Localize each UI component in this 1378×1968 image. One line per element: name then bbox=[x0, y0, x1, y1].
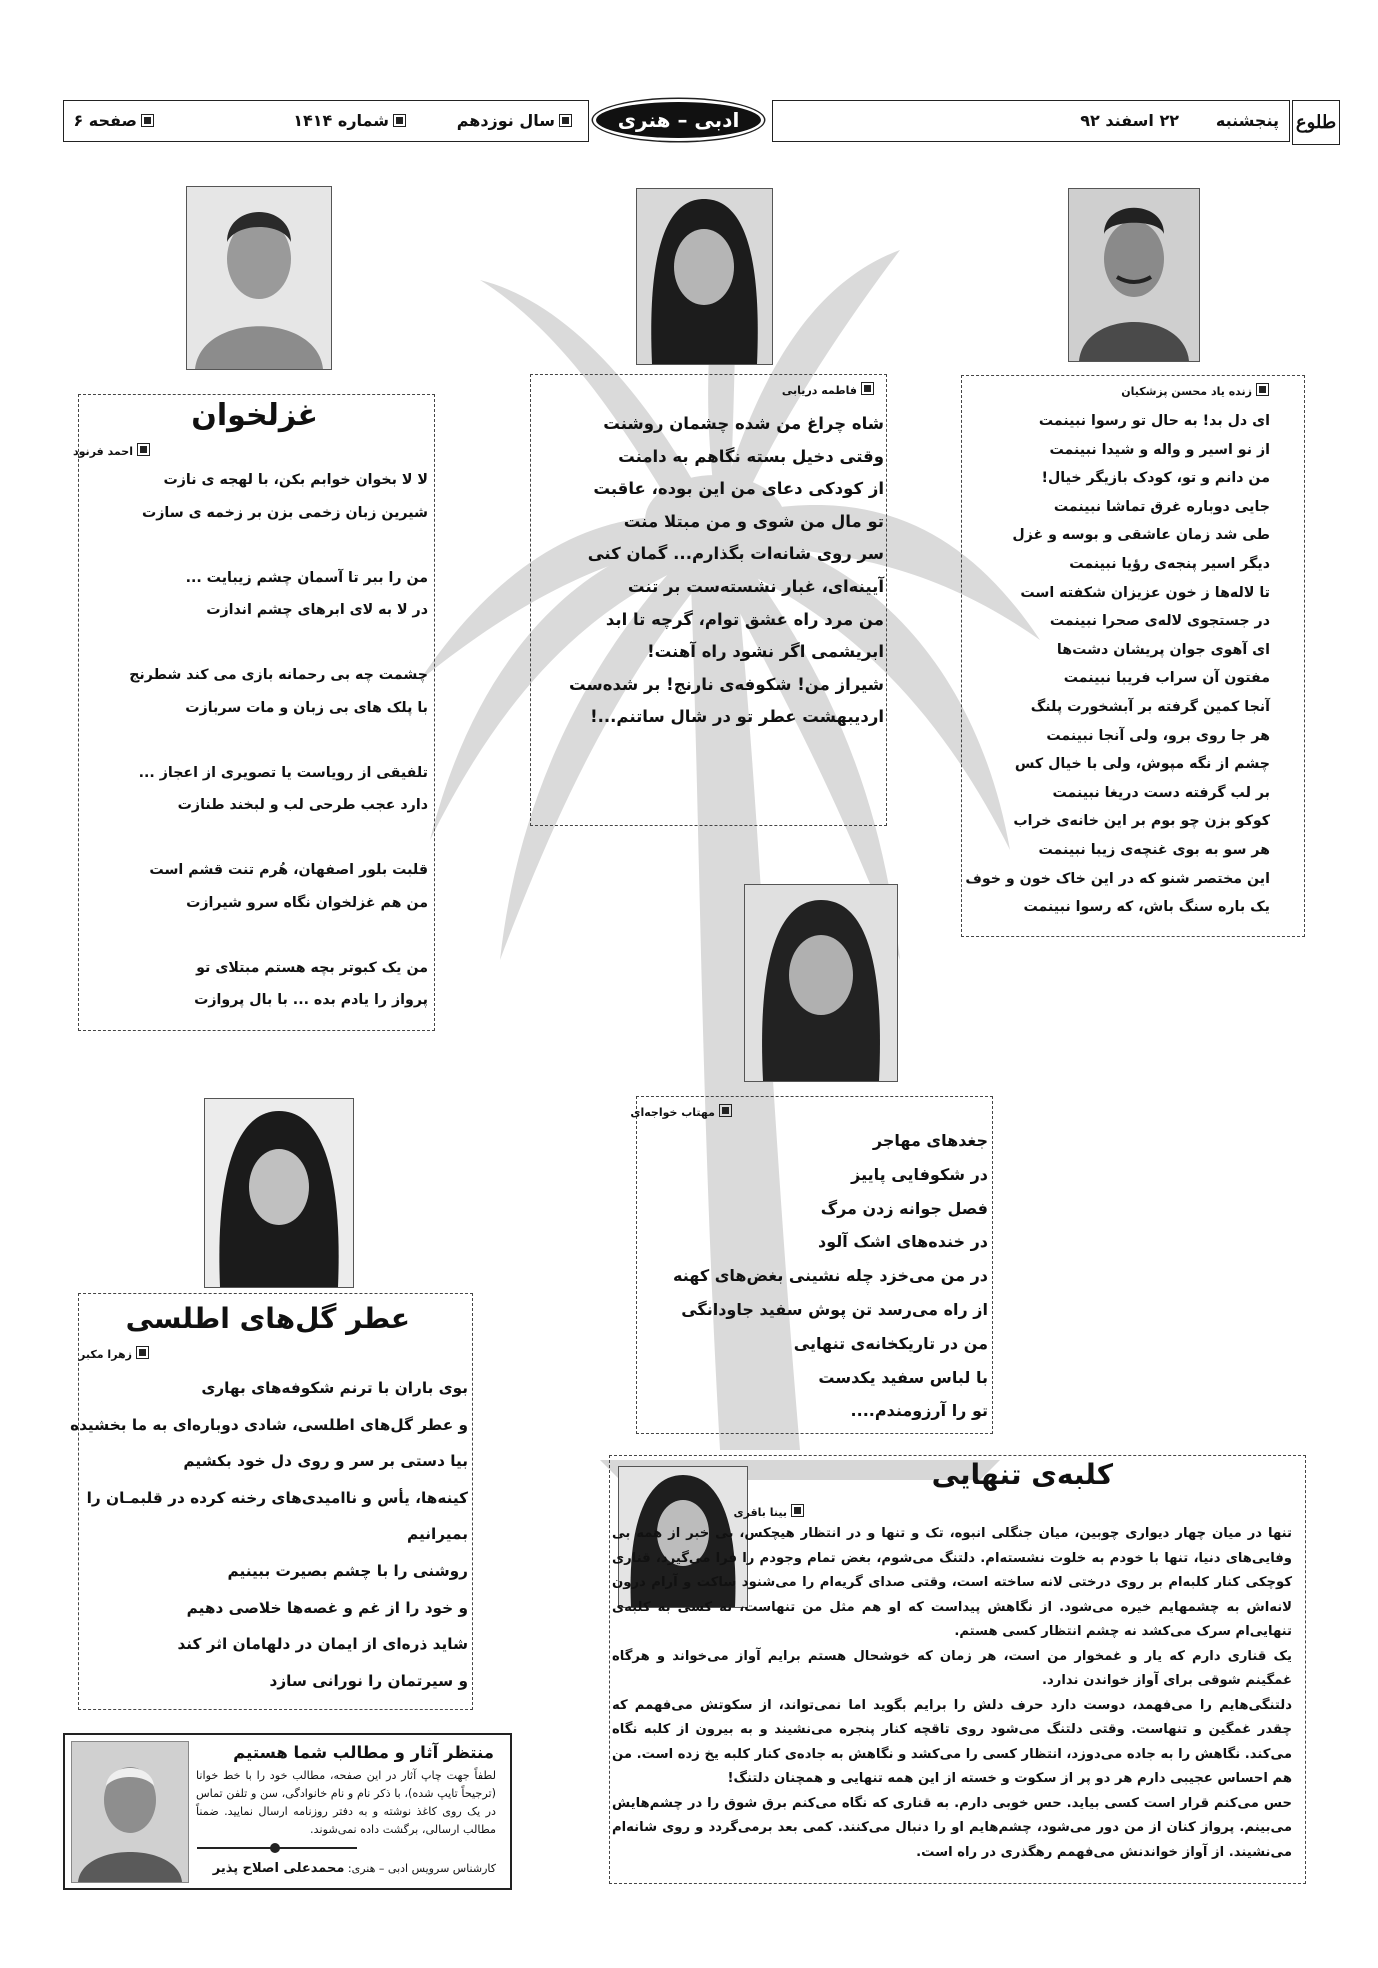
poem-line: شیراز من! شکوفه‌ی نارنج! بر شده‌ست bbox=[569, 674, 884, 694]
poem-line: این مختصر شنو که در این خاک خون و خوف bbox=[965, 870, 1270, 887]
poem-line: ای دل بد! به حال تو رسوا نبینمت bbox=[1038, 413, 1270, 429]
portrait-mahtab-khajeii bbox=[744, 884, 898, 1082]
poem-line: شاید ذره‌ای از ایمان در دلهامان اثر کند bbox=[177, 1635, 468, 1654]
poem-line: در شکوفایی پاییز bbox=[851, 1164, 988, 1184]
poem-mokabber bbox=[70, 1370, 468, 1699]
header-year bbox=[457, 111, 576, 130]
story-text bbox=[612, 1522, 1292, 1865]
poem-line: یک باره سنگ باش، که رسوا نبینمت bbox=[1023, 899, 1270, 916]
checkbox-icon bbox=[719, 1104, 732, 1117]
poem-line: بمیرانیم bbox=[407, 1525, 468, 1544]
poem-line: چشم از نگه مپوش، ولی با خیال کس bbox=[1014, 756, 1270, 773]
page-text: صفحه ۶ bbox=[73, 111, 137, 130]
expert-label: کارشناس سرویس ادبی – هنری: bbox=[347, 1862, 496, 1875]
author-name: بینا باقری bbox=[733, 1506, 787, 1519]
poem-line: تو را آرزومندم.... bbox=[850, 1401, 988, 1421]
author-bagheri bbox=[734, 1504, 808, 1519]
checkbox-icon bbox=[861, 382, 874, 395]
section-title: ادبی – هنری bbox=[617, 108, 740, 132]
expert-name: محمدعلی اصلاح پذیر bbox=[212, 1861, 345, 1876]
checkbox-icon bbox=[1256, 383, 1269, 396]
author-daryabi bbox=[782, 382, 878, 397]
poem-line: از راه می‌رسد تن پوش سفید جاودانگی bbox=[681, 1299, 988, 1319]
checkbox-icon bbox=[393, 114, 406, 127]
poem-line: من را ببر تا آسمان چشم زیبایت ... bbox=[185, 569, 428, 586]
poem-line: هر جا روی برو، ولی آنجا نبینمت bbox=[1046, 727, 1270, 744]
author-name: مهتاب خواجه‌ای bbox=[630, 1106, 715, 1119]
poem-line: از نو اسیر و واله و شیدا نبینمت bbox=[1049, 441, 1270, 458]
poem-line: هر سو به بوی غنچه‌ی زیبا نبینمت bbox=[1038, 841, 1270, 858]
header-issue-bar bbox=[63, 100, 589, 142]
poem-line: طی شد زمان عاشقی و بوسه و غزل bbox=[1012, 527, 1270, 544]
author-name: احمد فرنود bbox=[73, 445, 133, 458]
poem-daryabi bbox=[524, 408, 884, 734]
year-text: سال نوزدهم bbox=[456, 111, 555, 130]
poem-line: تو مال من شوی و من مبتلا منت bbox=[623, 511, 884, 531]
checkbox-icon bbox=[137, 443, 150, 456]
poem-line: بیا دستی بر سر و روی دل خود بکشیم bbox=[183, 1452, 468, 1471]
poem-line: در جستجوی لاله‌ی صحرا نبینمت bbox=[1049, 613, 1270, 630]
portrait-editor bbox=[71, 1741, 189, 1883]
portrait-ahmad-farnood bbox=[186, 186, 332, 370]
poem-title-atr-golhaye-atlasi: عطر گل‌های اطلسی bbox=[125, 1302, 410, 1335]
poem-line: قلبت بلور اصفهان، هُرم تنت قشم است bbox=[149, 862, 428, 878]
poem-line: با پلک های بی زبان و مات سربازت bbox=[185, 699, 428, 716]
story-paragraph: حس می‌کنم قرار است کسی بیاید. حس خوبی دارم. به قناری که نگاه می‌کنم برق شوق را در چشم‌هایش می‌بینم. پرواز کنان از من دور می‌شود، چشم‌هایم او را دنبال می‌کنند. کمی بعد برمی‌گردد و روی شانه‌ام می‌نشیند. از آواز خواندنش می‌فهمم رهگذری در راه است. bbox=[612, 1795, 1292, 1860]
poem-pezeshkian bbox=[930, 407, 1270, 922]
poem-line: فصل جوانه زدن مرگ bbox=[820, 1198, 988, 1218]
poem-line: من دانم و تو، کودک بازیگر خیال! bbox=[1041, 470, 1270, 487]
stanza-gap bbox=[88, 724, 428, 757]
poem-line: دارد عجب طرحی لب و لبخند طنازت bbox=[177, 797, 428, 813]
poem-line: بر لب گرفته دست دریغا نبینمت bbox=[1052, 784, 1270, 801]
poem-line: روشنی را با چشم بصیرت ببینیم bbox=[227, 1561, 468, 1580]
poem-line: لا لا بخوان خوابم بکن، با لهجه ی نازت bbox=[163, 472, 428, 488]
poem-line: از کودکی دعای من این بوده، عاقبت bbox=[593, 479, 884, 499]
poem-line: بوی باران با ترنم شکوفه‌های بهاری bbox=[201, 1379, 468, 1397]
poem-line: در لا به لای ابرهای چشم اندازت bbox=[206, 602, 428, 618]
poem-line: در خنده‌های اشک آلود bbox=[818, 1232, 988, 1252]
poem-line: سر روی شانه‌ات بگذارم... گمان کنی bbox=[587, 544, 884, 564]
notice-expert bbox=[213, 1861, 496, 1876]
poem-line: تا لاله‌ها ز خون عزیزان شکفته است bbox=[1020, 584, 1270, 601]
logo-text: طلوع bbox=[1295, 112, 1337, 133]
stanza-gap bbox=[88, 919, 428, 952]
poem-line: جایی دوباره غرق تماشا نبینمت bbox=[1053, 498, 1270, 515]
author-khajeii bbox=[630, 1104, 736, 1119]
poem-title-ghazalkhan: غزلخوان bbox=[191, 398, 318, 433]
portrait-fatemeh-daryabi bbox=[636, 188, 773, 365]
story-paragraph: دلتنگی‌هایم را می‌فهمد، دوست دارد حرف دلش را برایم بگوید اما نمی‌تواند، از سکوتش می‌فهمم که چقدر غمگین و تنهاست. وقتی دلتنگ می‌شود روی تاقچه کنار پنجره می‌نشیند و به بیرون از کلبه نگاه می‌کند. نگاهش را به جاده می‌دوزد، انتظار کسی را می‌کشد و نگاهش به جاده‌ی کنار کلبه یخ زده است. من هم احساس عجیبی دارم هر دو پر از سکوت و خسته از این همه تنهایی و همچنان دلتنگ! bbox=[612, 1697, 1292, 1786]
author-mokabber bbox=[79, 1346, 153, 1361]
story-paragraph: تنها در میان چهار دیواری چوبین، میان جنگلی انبوه، تک و تنها و در انتظار هیچکس، بی خبر از همه بی وفایی‌های دنیا، تنها با خودم به خلوت نشسته‌ام. دلتنگ می‌شوم، بغض تمام وجودم را فرا می‌گیرد، قناری کوچکی کنار کلبه‌ام بر روی درختی لانه ساخته است، وقتی صدای گریه‌ام را می‌شنود ساکت و آرام درون لانه‌اش به چشمهایم خیره می‌شود. از نگاهش پیداست که او هم مثل من تنهاست، نه کسی به کلبه‌ی تنهایی‌ام سرک می‌کشد نه چشم انتظار کسی هستم. bbox=[612, 1526, 1292, 1639]
poem-line: ابریشمی اگر نشود راه آهنت! bbox=[647, 642, 884, 662]
author-name: فاطمه دریابی bbox=[781, 384, 857, 397]
issue-text: شماره ۱۴۱۴ bbox=[293, 111, 389, 130]
poem-line: و خود را از غم و غصه‌ها خلاصی دهیم bbox=[186, 1598, 468, 1617]
portrait-mohsen-pezeshkian bbox=[1068, 188, 1200, 362]
poem-line: من هم غزلخوان نگاه سرو شیرازت bbox=[186, 894, 428, 911]
poem-line: مفتون آن سراب فریبا نبینمت bbox=[1063, 670, 1270, 687]
poem-line: اردیبهشت عطر تو در شال ساتنم...! bbox=[590, 707, 884, 727]
poem-line: پرواز را یادم بده ... با بال پروازت bbox=[194, 992, 428, 1008]
poem-line: آیینه‌ای، غبار نشسته‌ست بر تنت bbox=[627, 576, 884, 596]
author-name: زنده یاد محسن پزشکیان bbox=[1121, 385, 1252, 398]
checkbox-icon bbox=[559, 114, 572, 127]
poem-line: من در تاریکخانه‌ی تنهایی bbox=[793, 1333, 988, 1353]
portrait-zahra-mokabber bbox=[204, 1098, 354, 1288]
poem-line: در من می‌خزد چله نشینی بغض‌های کهنه bbox=[673, 1266, 988, 1286]
poem-line: کینه‌ها، یأس و ناامیدی‌های رخنه کرده در قلبمـان را bbox=[86, 1488, 468, 1507]
poem-line: و سیرتمان را نورانی سازد bbox=[269, 1671, 468, 1690]
author-name: زهرا مکبر bbox=[79, 1348, 132, 1361]
poem-line: تلفیقی از رویاست یا تصویری از اعجاز ... bbox=[138, 764, 428, 781]
poem-line: چشمت چه بی رحمانه بازی می کند شطرنج bbox=[129, 667, 428, 683]
poem-line: با لباس سفید یکدست bbox=[818, 1367, 988, 1387]
newspaper-logo bbox=[1292, 100, 1340, 145]
poem-line: من یک کبوتر بچه هستم مبتلای تو bbox=[196, 959, 428, 976]
poem-line: شیرین زبان زخمی بزن بر زخمه ی سازت bbox=[141, 504, 428, 521]
author-farnood bbox=[73, 443, 154, 458]
notice-title: منتظر آثار و مطالب شما هستیم bbox=[233, 1743, 494, 1762]
author-pezeshkian bbox=[1121, 383, 1273, 398]
stanza-gap bbox=[88, 822, 428, 855]
checkbox-icon bbox=[791, 1504, 804, 1517]
poem-line: کوکو بزن چو بوم بر این خانه‌ی خراب bbox=[1013, 813, 1270, 830]
submissions-notice bbox=[63, 1733, 512, 1890]
poem-line: من مرد راه عشق توام، گرچه تا ابد bbox=[605, 609, 884, 629]
header-date-bar bbox=[772, 100, 1290, 142]
poem-line: شاه چراغ من شده چشمان روشنت bbox=[603, 414, 884, 433]
header-day: پنجشنبه bbox=[1215, 111, 1279, 130]
poem-line: وقتی دخیل بسته نگاهم به دامنت bbox=[618, 446, 884, 466]
stanza-gap bbox=[88, 529, 428, 562]
header-page bbox=[73, 111, 158, 130]
divider-dot-icon bbox=[270, 1843, 280, 1853]
checkbox-icon bbox=[141, 114, 154, 127]
story-paragraph: یک قناری دارم که یار و غمخوار من است، هر زمان که خوشحال هستم برایم آواز می‌خواند و هرگاه غمگینم شوقی برای آواز خواندن ندارد. bbox=[612, 1648, 1292, 1688]
poem-line: دیگر اسیر پنجه‌ی رؤیا نبینمت bbox=[1069, 555, 1270, 572]
notice-body: لطفاً جهت چاپ آثار در این صفحه، مطالب خود را با خط خوانا (ترجیحاً تایپ شده)، با ذکر نام و نام خانوادگی، سن و تلفن تماس در یک روی کاغذ نوشته و به دفتر روزنامه ارسال نمایید. ضمناً مطالب ارسالی، برگشت داده نمی‌شوند. bbox=[196, 1769, 496, 1836]
stanza-gap bbox=[88, 627, 428, 660]
poem-line: ای آهوی جوان پریشان دشت‌ها bbox=[1056, 641, 1270, 658]
section-title-badge bbox=[596, 102, 761, 138]
poem-line: جغدهای مهاجر bbox=[872, 1131, 988, 1150]
header-issue bbox=[293, 111, 410, 130]
poem-farnood bbox=[88, 464, 428, 1017]
poem-line: و عطر گل‌های اطلسی، شادی دوباره‌ای به ما بخشیده bbox=[70, 1415, 468, 1434]
story-title: کلبه‌ی تنهایی bbox=[931, 1458, 1113, 1491]
header-date: ۲۲ اسفند ۹۲ bbox=[1080, 111, 1179, 130]
checkbox-icon bbox=[136, 1346, 149, 1359]
poem-line: آنجا کمین گرفته بر آبشخورت پلنگ bbox=[1030, 698, 1270, 715]
poem-khajeii bbox=[648, 1124, 988, 1428]
